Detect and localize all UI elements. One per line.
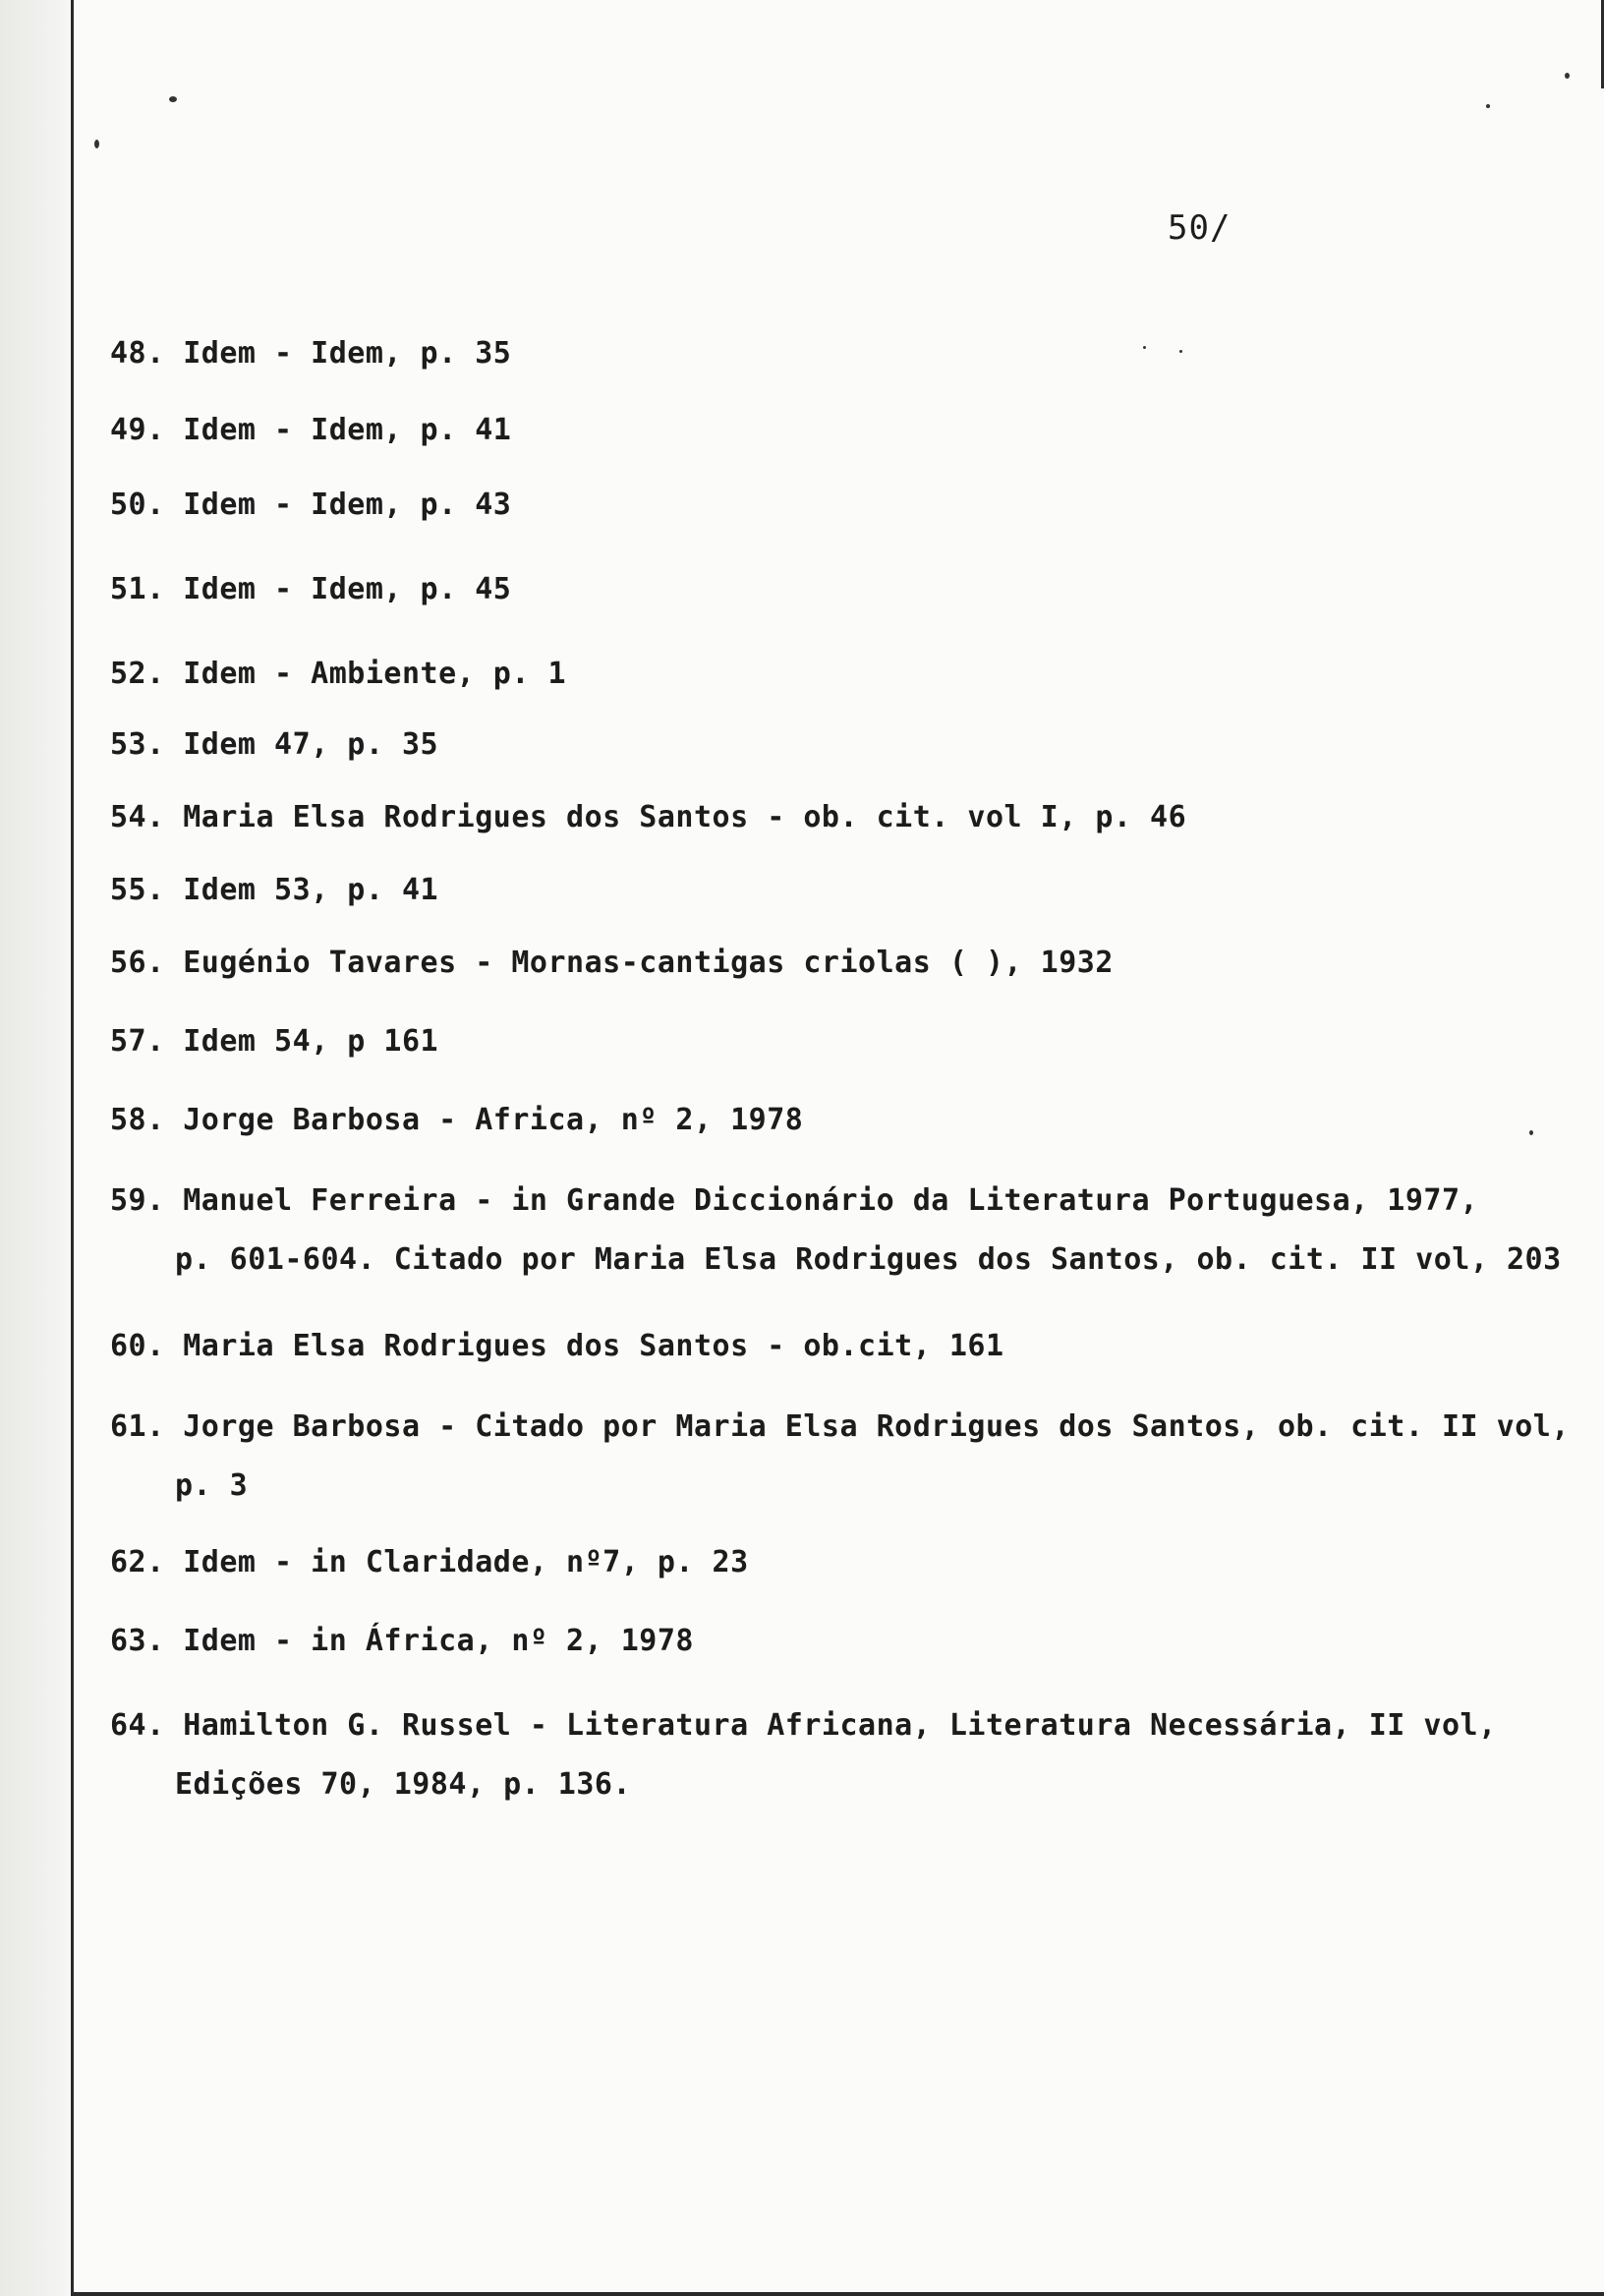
scan-speck xyxy=(1529,1130,1533,1135)
note-item xyxy=(110,861,438,920)
note-item xyxy=(110,476,511,535)
note-item xyxy=(110,1612,694,1671)
scan-shadow xyxy=(0,0,73,2296)
note-text-continued: p. 3 xyxy=(175,1468,249,1503)
note-text: 54. Maria Elsa Rodrigues dos Santos - ob. cit. vol I, p. 46 xyxy=(110,800,1187,834)
note-text: 56. Eugénio Tavares - Mornas-cantigas criolas ( ), 1932 xyxy=(110,946,1114,980)
note-text: 50. Idem - Idem, p. 43 xyxy=(110,488,512,522)
page-edge-left xyxy=(71,0,74,2296)
note-item xyxy=(110,1696,1497,1814)
note-text-continued: p. 601-604. Citado por Maria Elsa Rodrigues dos Santos, ob. cit. II vol, 203 xyxy=(175,1242,1562,1277)
scan-speck xyxy=(1565,73,1570,79)
note-item xyxy=(110,1398,1570,1516)
note-item xyxy=(110,560,511,619)
note-text: 58. Jorge Barbosa - Africa, nº 2, 1978 xyxy=(110,1103,804,1137)
note-item xyxy=(110,1533,749,1592)
note-text: 61. Jorge Barbosa - Citado por Maria Elsa Rodrigues dos Santos, ob. cit. II vol, xyxy=(110,1409,1570,1444)
note-text: 48. Idem - Idem, p. 35 xyxy=(110,336,512,371)
note-item xyxy=(110,1012,438,1071)
note-text: 55. Idem 53, p. 41 xyxy=(110,873,439,907)
scan-speck xyxy=(169,96,177,102)
note-item xyxy=(110,324,511,383)
note-item xyxy=(110,1317,1004,1376)
note-item xyxy=(110,1172,1562,1290)
note-item xyxy=(110,1091,803,1150)
note-text: 52. Idem - Ambiente, p. 1 xyxy=(110,657,567,691)
note-text: 57. Idem 54, p 161 xyxy=(110,1024,439,1059)
note-text: 63. Idem - in África, nº 2, 1978 xyxy=(110,1624,694,1658)
note-text: 49. Idem - Idem, p. 41 xyxy=(110,413,512,447)
note-text: 59. Manuel Ferreira - in Grande Diccionário da Literatura Portuguesa, 1977, xyxy=(110,1183,1479,1218)
note-text: 64. Hamilton G. Russel - Literatura Africana, Literatura Necessária, II vol, xyxy=(110,1708,1497,1743)
note-item xyxy=(110,934,1114,993)
note-text-continued: Edições 70, 1984, p. 136. xyxy=(175,1767,632,1802)
note-text: 51. Idem - Idem, p. 45 xyxy=(110,572,512,606)
scan-speck xyxy=(1143,346,1146,349)
note-item xyxy=(110,645,566,704)
note-item xyxy=(110,788,1186,847)
scan-speck xyxy=(94,140,99,148)
page-number: 50/ xyxy=(1168,208,1232,248)
note-text: 60. Maria Elsa Rodrigues dos Santos - ob.cit, 161 xyxy=(110,1329,1004,1363)
note-item xyxy=(110,401,511,460)
note-text: 62. Idem - in Claridade, nº7, p. 23 xyxy=(110,1545,749,1579)
scan-speck xyxy=(1486,104,1490,108)
scan-speck xyxy=(1179,350,1182,353)
note-item xyxy=(110,716,438,775)
note-text: 53. Idem 47, p. 35 xyxy=(110,727,439,762)
page-edge-bottom xyxy=(71,2292,1604,2296)
